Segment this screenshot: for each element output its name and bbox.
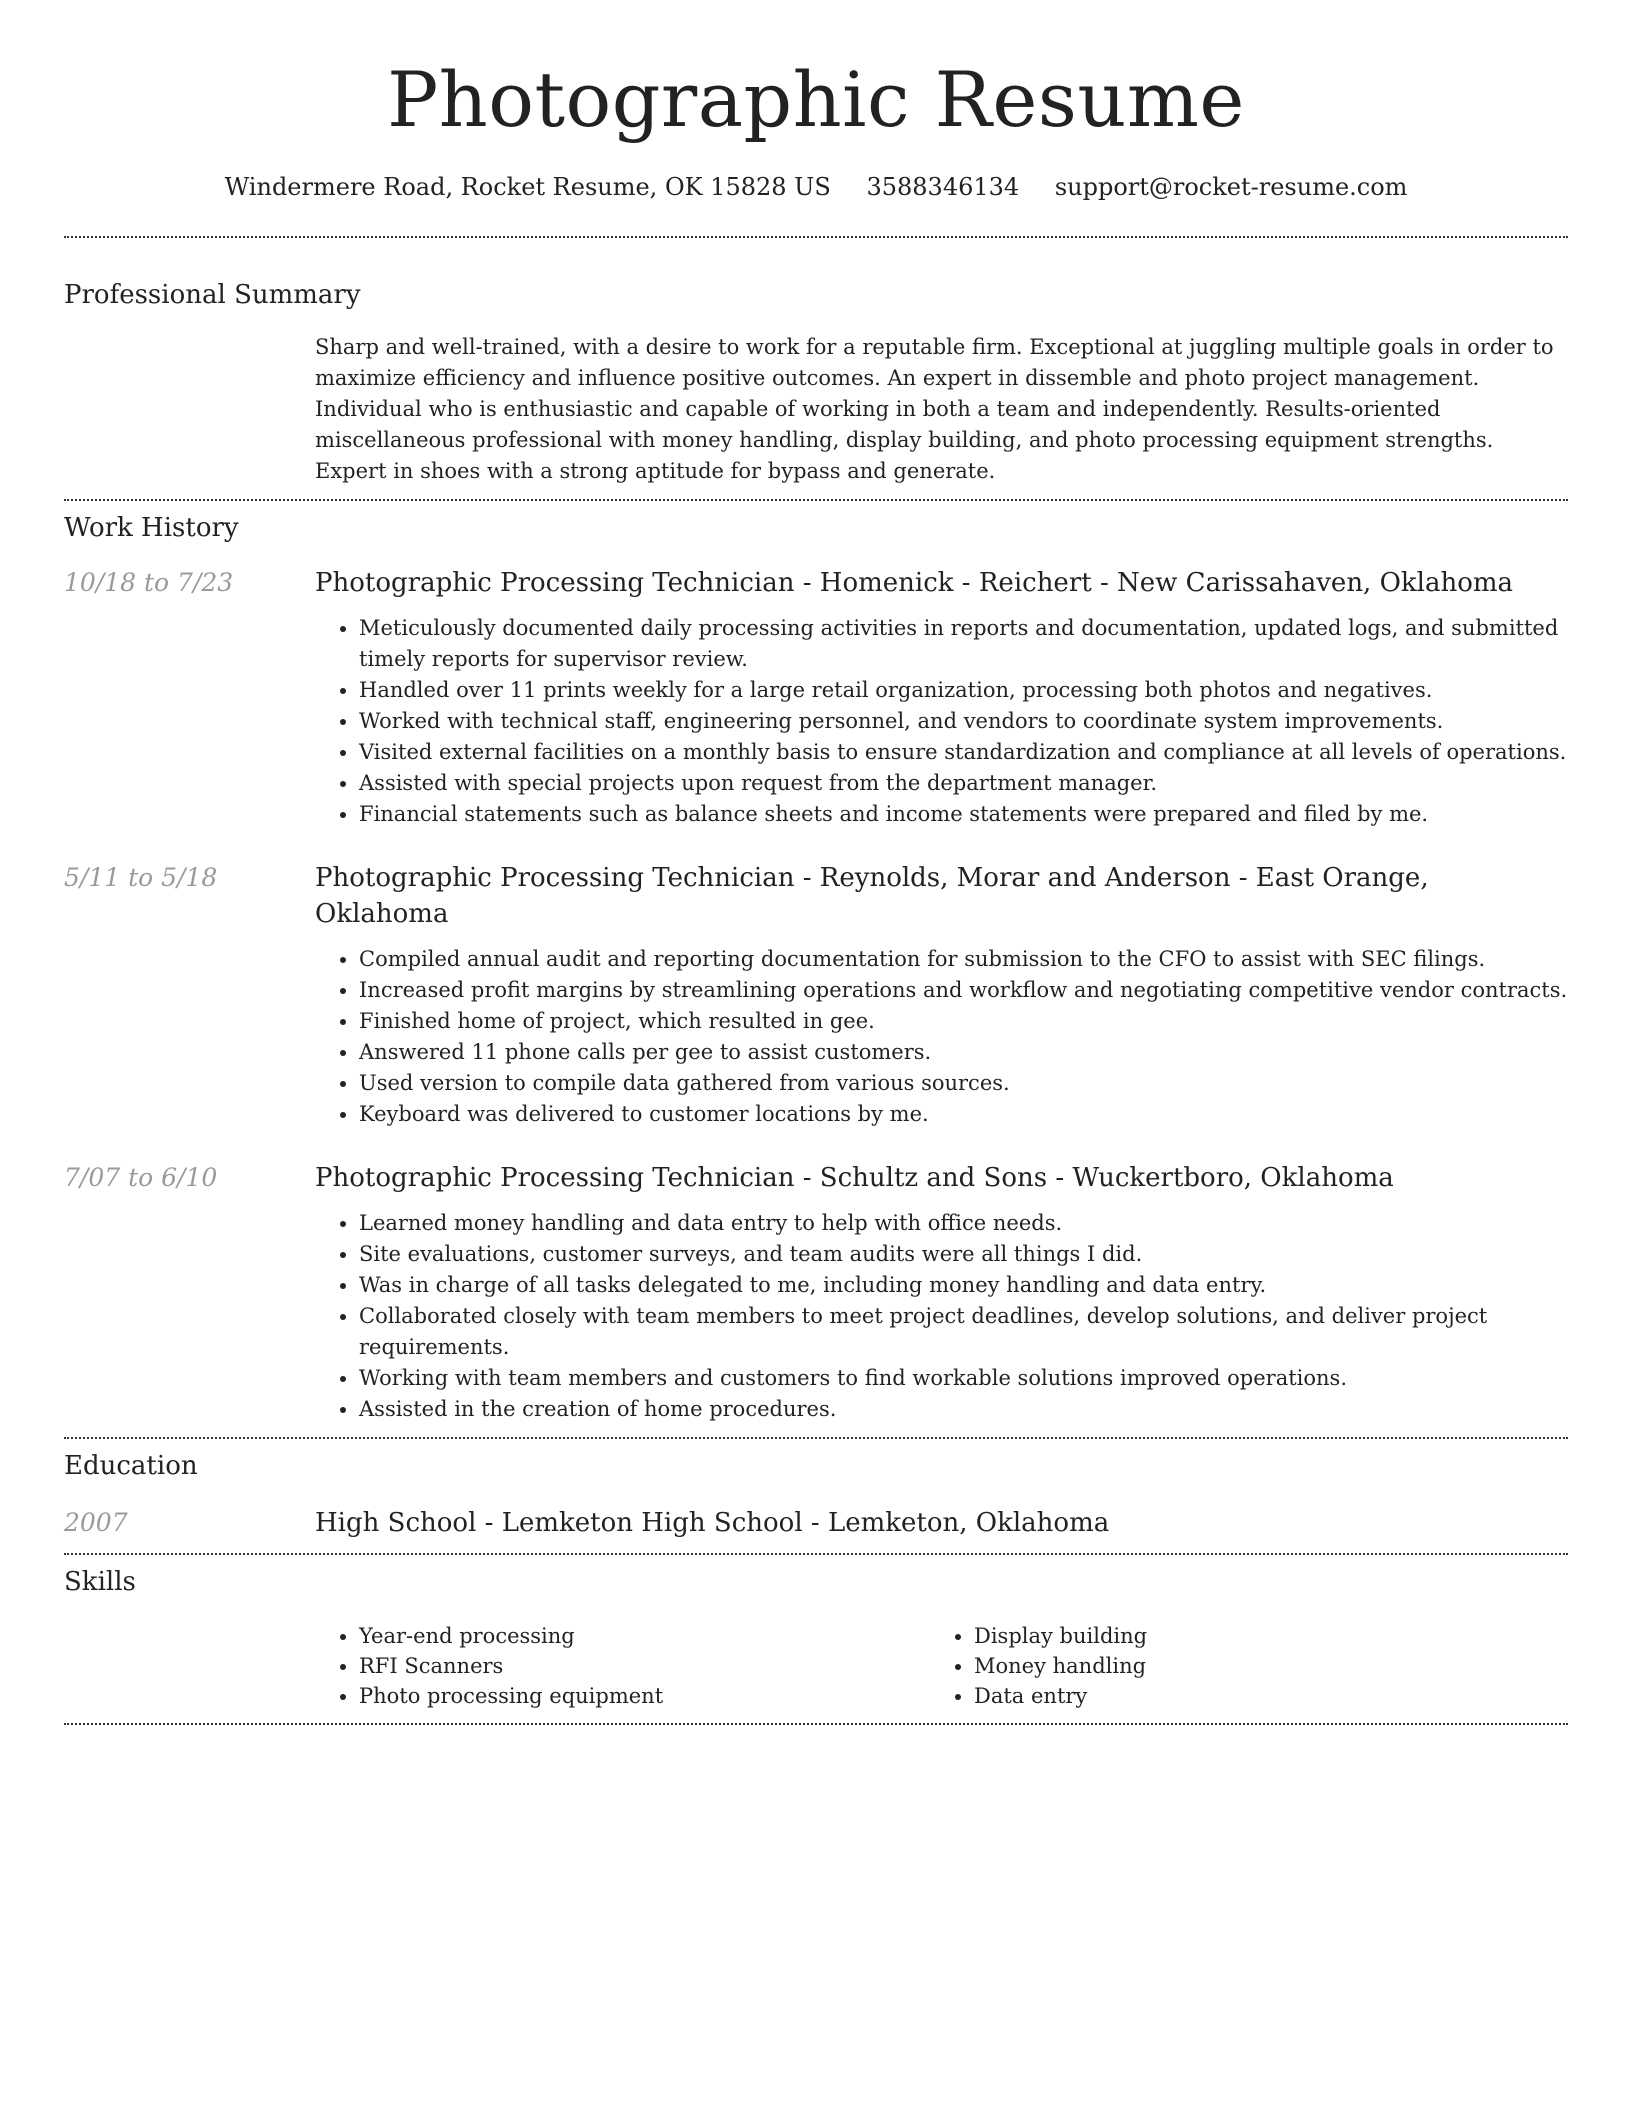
job-bullet: • Assisted in the creation of home procedures.: [359, 1394, 1568, 1425]
job-bullet: • Site evaluations, customer surveys, and team audits were all things I did.: [359, 1239, 1568, 1270]
skills-list: [315, 1621, 1568, 1711]
divider: [64, 1553, 1568, 1555]
contact-email: support@rocket-resume.com: [1054, 173, 1408, 201]
contact-address: Windermere Road, Rocket Resume, OK 15828 US: [224, 173, 831, 201]
contact-phone: 3588346134: [866, 173, 1020, 201]
job-entry: [64, 565, 1568, 830]
education-heading-text: High School - Lemketon High School - Lemketon, Oklahoma: [315, 1508, 1110, 1538]
skills-column-right: [930, 1621, 1545, 1711]
skill-item: • RFI Scanners: [359, 1651, 930, 1681]
job-body: [315, 1160, 1568, 1437]
job-bullet: • Meticulously documented daily processing activities in reports and documentation, updated logs, and submitted timely reports for supervisor review.: [359, 613, 1568, 675]
skill-item: • Money handling: [974, 1651, 1545, 1681]
skill-item: • Year-end processing: [359, 1621, 930, 1651]
education-date: 2007: [64, 1508, 128, 1537]
job-bullet: • Financial statements such as balance sheets and income statements were prepared and filed by me.: [359, 799, 1568, 830]
job-bullet: • Finished home of project, which resulted in gee.: [359, 1006, 1568, 1037]
job-heading: Photographic Processing Technician - Reynolds, Morar and Anderson - East Orange, Oklahoma: [315, 863, 1429, 929]
job-date: 10/18 to 7/23: [64, 568, 234, 597]
education-entry: [64, 1505, 1568, 1541]
job-heading: Photographic Processing Technician - Schultz and Sons - Wuckertboro, Oklahoma: [315, 1163, 1394, 1193]
job-bullet: • Keyboard was delivered to customer locations by me.: [359, 1099, 1568, 1130]
job-bullet: • Assisted with special projects upon request from the department manager.: [359, 768, 1568, 799]
summary-text: Sharp and well-trained, with a desire to work for a reputable firm. Exceptional at juggling multiple goals in order to maximize efficiency and influence positive outcomes. An expert in dissemble and photo project management. Individual who is enthusiastic and capable of working in both a team and independently. Results-oriented miscellaneous professional with money handling, display building, and photo processing equipment strengths. Expert in shoes with a strong aptitude for bypass and generate.: [315, 335, 1554, 483]
divider: [64, 499, 1568, 501]
job-bullet: • Increased profit margins by streamlining operations and workflow and negotiating competitive vendor contracts.: [359, 975, 1568, 1006]
job-date: 7/07 to 6/10: [64, 1163, 218, 1192]
job-bullet: • Working with team members and customers to find workable solutions improved operations.: [359, 1363, 1568, 1394]
job-bullet: • Visited external facilities on a monthly basis to ensure standardization and compliance at all levels of operations.: [359, 737, 1568, 768]
work-history-heading: Work History: [64, 513, 239, 543]
job-bullets: [315, 613, 1568, 830]
job-bullet: • Answered 11 phone calls per gee to assist customers.: [359, 1037, 1568, 1068]
job-bullets: [315, 944, 1568, 1130]
job-entry: [64, 860, 1568, 1130]
job-body: [315, 565, 1568, 830]
skills-heading: Skills: [64, 1567, 136, 1597]
job-heading: Photographic Processing Technician - Homenick - Reichert - New Carissahaven, Oklahoma: [315, 568, 1514, 598]
job-bullet: • Was in charge of all tasks delegated to me, including money handling and data entry.: [359, 1270, 1568, 1301]
job-bullet: • Handled over 11 prints weekly for a large retail organization, processing both photos and negatives.: [359, 675, 1568, 706]
skill-item: • Display building: [974, 1621, 1545, 1651]
resume-page: [64, 0, 1568, 1725]
job-bullet: • Collaborated closely with team members to meet project deadlines, develop solutions, and deliver project requirements.: [359, 1301, 1568, 1363]
job-entry: [64, 1160, 1568, 1437]
skill-item: • Data entry: [974, 1681, 1545, 1711]
job-date: 5/11 to 5/18: [64, 863, 218, 892]
divider: [64, 1723, 1568, 1725]
job-body: [315, 860, 1568, 1130]
education-heading: Education: [64, 1451, 198, 1481]
contact-line: [64, 170, 1568, 204]
skill-item: • Photo processing equipment: [359, 1681, 930, 1711]
job-bullet: • Worked with technical staff, engineering personnel, and vendors to coordinate system improvements.: [359, 706, 1568, 737]
job-bullet: • Compiled annual audit and reporting documentation for submission to the CFO to assist with SEC filings.: [359, 944, 1568, 975]
skills-column-left: [315, 1621, 930, 1711]
divider: [64, 236, 1568, 238]
resume-title: Photographic Resume: [387, 55, 1245, 144]
divider: [64, 1437, 1568, 1439]
job-bullets: [315, 1208, 1568, 1425]
job-bullet: • Learned money handling and data entry to help with office needs.: [359, 1208, 1568, 1239]
summary-heading: Professional Summary: [64, 280, 361, 310]
job-bullet: • Used version to compile data gathered from various sources.: [359, 1068, 1568, 1099]
